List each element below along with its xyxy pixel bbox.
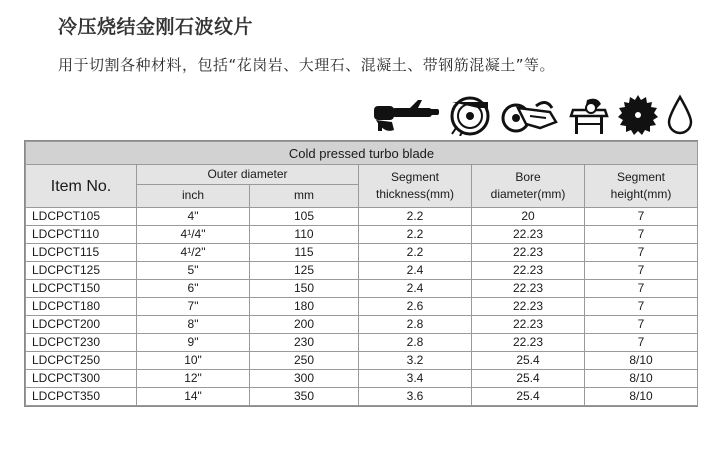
cell-inch: 7" xyxy=(137,298,250,316)
header-segment-height-line1: Segment xyxy=(616,170,666,184)
sawblade-icon xyxy=(617,94,659,136)
cell-thickness: 2.6 xyxy=(359,298,472,316)
cell-bore: 22.23 xyxy=(472,316,585,334)
cell-item-no: LDCPCT230 xyxy=(26,334,137,352)
cell-bore: 25.4 xyxy=(472,352,585,370)
cell-thickness: 2.8 xyxy=(359,334,472,352)
cell-mm: 180 xyxy=(250,298,359,316)
blade-closeup-icon xyxy=(448,94,494,136)
cell-bore: 22.23 xyxy=(472,226,585,244)
cut-off-saw-icon xyxy=(500,94,560,136)
cell-item-no: LDCPCT115 xyxy=(26,244,137,262)
cell-thickness: 2.2 xyxy=(359,244,472,262)
table-row xyxy=(26,388,698,406)
cell-item-no: LDCPCT250 xyxy=(26,352,137,370)
cell-height: 8/10 xyxy=(585,370,698,388)
cell-mm: 115 xyxy=(250,244,359,262)
header-bore-diameter-line2: diameter(mm) xyxy=(490,187,566,201)
cell-bore: 22.23 xyxy=(472,334,585,352)
cell-bore: 22.23 xyxy=(472,262,585,280)
cell-inch: 5" xyxy=(137,262,250,280)
header-bore-diameter xyxy=(472,165,585,208)
cell-inch: 4" xyxy=(137,208,250,226)
cell-bore: 22.23 xyxy=(472,244,585,262)
cell-height: 7 xyxy=(585,244,698,262)
cell-inch: 14" xyxy=(137,388,250,406)
table-row xyxy=(26,226,698,244)
table-row xyxy=(26,370,698,388)
page-subtitle: 用于切割各种材料，包括“花岗岩、大理石、混凝土、带钢筋混凝土”等。 xyxy=(58,56,556,74)
water-drop-icon xyxy=(665,94,695,136)
header-segment-thickness-line1: Segment xyxy=(390,170,440,184)
cell-item-no: LDCPCT300 xyxy=(26,370,137,388)
cell-bore: 22.23 xyxy=(472,280,585,298)
cell-height: 7 xyxy=(585,208,698,226)
cell-thickness: 2.2 xyxy=(359,226,472,244)
table-row xyxy=(26,334,698,352)
cell-thickness: 2.8 xyxy=(359,316,472,334)
cell-mm: 105 xyxy=(250,208,359,226)
cell-item-no: LDCPCT180 xyxy=(26,298,137,316)
cell-mm: 230 xyxy=(250,334,359,352)
cell-item-no: LDCPCT200 xyxy=(26,316,137,334)
cell-height: 7 xyxy=(585,298,698,316)
header-inch: inch xyxy=(137,184,250,207)
cell-inch: 9" xyxy=(137,334,250,352)
cell-bore: 20 xyxy=(472,208,585,226)
cell-height: 7 xyxy=(585,334,698,352)
cell-thickness: 2.2 xyxy=(359,208,472,226)
cell-height: 8/10 xyxy=(585,388,698,406)
page-title: 冷压烧结金刚石波纹片 xyxy=(58,16,254,38)
table-row xyxy=(26,352,698,370)
header-item-no: Item No. xyxy=(26,165,137,208)
table-row xyxy=(26,262,698,280)
cell-mm: 350 xyxy=(250,388,359,406)
header-mm: mm xyxy=(250,184,359,207)
cell-item-no: LDCPCT110 xyxy=(26,226,137,244)
cell-thickness: 3.4 xyxy=(359,370,472,388)
header-segment-thickness xyxy=(359,165,472,208)
table-row xyxy=(26,208,698,226)
cell-inch: 10" xyxy=(137,352,250,370)
cell-thickness: 2.4 xyxy=(359,262,472,280)
cell-height: 7 xyxy=(585,316,698,334)
header-outer-diameter: Outer diameter xyxy=(137,165,359,185)
cell-inch: 4¹/4" xyxy=(137,226,250,244)
cell-inch: 6" xyxy=(137,280,250,298)
cell-inch: 12" xyxy=(137,370,250,388)
header-segment-thickness-line2: thickness(mm) xyxy=(375,187,454,201)
cell-item-no: LDCPCT105 xyxy=(26,208,137,226)
cell-inch: 8" xyxy=(137,316,250,334)
cell-height: 7 xyxy=(585,226,698,244)
cell-height: 8/10 xyxy=(585,352,698,370)
table-row xyxy=(26,244,698,262)
cell-mm: 300 xyxy=(250,370,359,388)
header-segment-height xyxy=(585,165,698,208)
cell-thickness: 3.2 xyxy=(359,352,472,370)
table-row xyxy=(26,316,698,334)
table-title: Cold pressed turbo blade xyxy=(26,142,698,165)
cell-bore: 25.4 xyxy=(472,370,585,388)
cell-mm: 200 xyxy=(250,316,359,334)
cell-mm: 110 xyxy=(250,226,359,244)
cell-mm: 150 xyxy=(250,280,359,298)
cell-bore: 25.4 xyxy=(472,388,585,406)
cell-item-no: LDCPCT150 xyxy=(26,280,137,298)
table-row xyxy=(26,280,698,298)
cell-height: 7 xyxy=(585,280,698,298)
spec-table xyxy=(24,140,698,407)
cell-item-no: LDCPCT350 xyxy=(26,388,137,406)
cell-mm: 250 xyxy=(250,352,359,370)
cell-bore: 22.23 xyxy=(472,298,585,316)
cell-thickness: 3.6 xyxy=(359,388,472,406)
cell-thickness: 2.4 xyxy=(359,280,472,298)
application-icons xyxy=(370,92,695,138)
table-row xyxy=(26,298,698,316)
table-saw-icon xyxy=(567,94,611,136)
cell-inch: 4¹/2" xyxy=(137,244,250,262)
angle-grinder-icon xyxy=(370,94,442,136)
cell-height: 7 xyxy=(585,262,698,280)
cell-item-no: LDCPCT125 xyxy=(26,262,137,280)
cell-mm: 125 xyxy=(250,262,359,280)
header-bore-diameter-line1: Bore xyxy=(515,170,541,184)
header-segment-height-line2: height(mm) xyxy=(610,187,672,201)
